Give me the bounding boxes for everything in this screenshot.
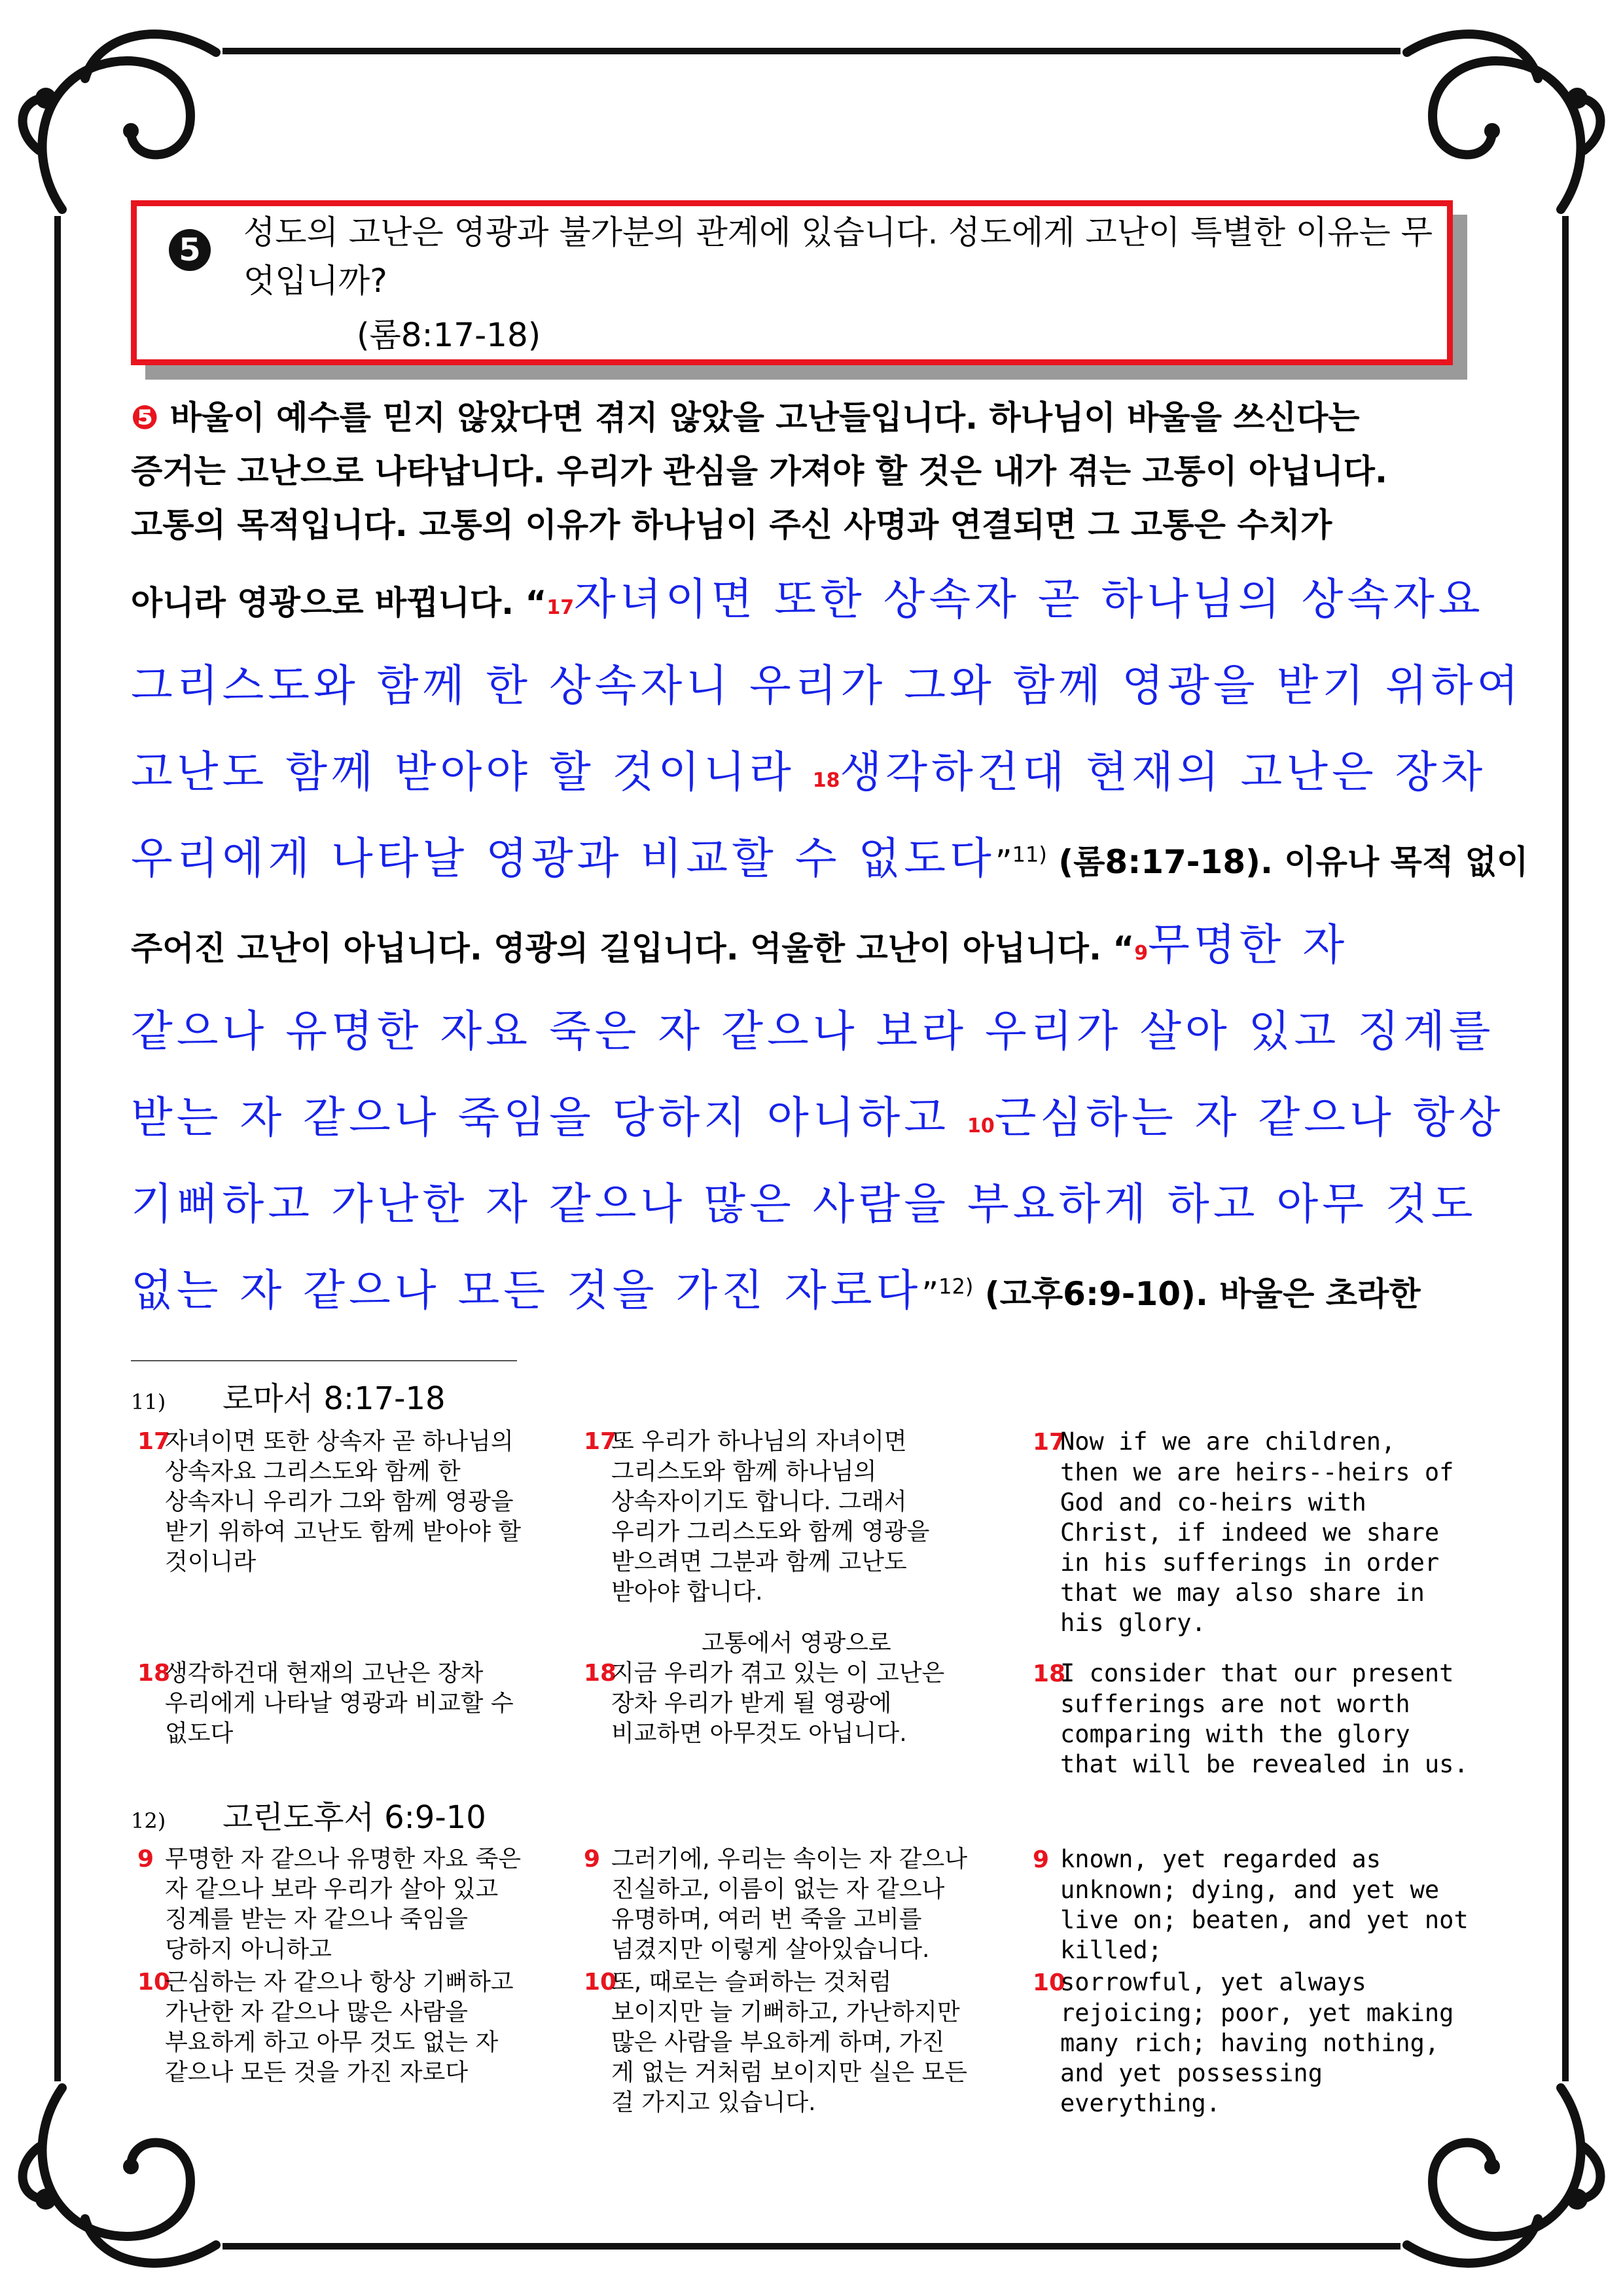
footnote-divider [131, 1360, 517, 1361]
footnote-11-v17-english: 17Now if we are children, then we are heirs--heirs of God and co-heirs with Christ, if indeed we share in his sufferings in order that we may also share in his glory. [1033, 1427, 1491, 1638]
verse-text-line: 진실하고, 이름이 없는 자 같으나 [611, 1876, 945, 1903]
verse-text-line: God and co-heirs with [1060, 1488, 1366, 1516]
body-line-4: 아니라 영광으로 바뀝니다. “17자녀이면 또한 상속자 곧 하나님의 상속자요 [131, 574, 1484, 624]
verse-text-line: 그리스도와 함께 하나님의 [611, 1458, 877, 1485]
verse-text-line: 또, 때로는 슬퍼하는 것처럼 [611, 1969, 892, 1996]
verse-text-line: 없도다 [165, 1720, 234, 1747]
verse-text-line: 게 없는 거처럼 보이지만 실은 모든 [611, 2059, 968, 2086]
verse-text-line: 자녀이면 또한 상속자 곧 하나님의 [165, 1428, 514, 1455]
verse-text-line: everything. [1060, 2089, 1221, 2117]
verse-text-line: Christ, if indeed we share [1060, 1518, 1440, 1547]
verse-text-line: 받기 위하여 고난도 함께 받아야 할 [165, 1518, 522, 1545]
footnote-ref: 11) [1012, 842, 1047, 867]
verse-text-line: 근심하는 자 같으나 항상 기뻐하고 [165, 1969, 514, 1996]
footnote-11-v17-krv: 17자녀이면 또한 상속자 곧 하나님의 상속자요 그리스도와 함께 한 상속자니 우리가 그와 함께 영광을 받기 위하여 고난도 함께 받아야 할 것이니라 [137, 1427, 582, 1577]
body-line-5: 그리스도와 함께 한 상속자니 우리가 그와 함께 영광을 받기 위하여 [131, 660, 1523, 711]
verse-text-line: and yet possessing [1060, 2059, 1323, 2087]
verse-text-line: 유명하며, 여러 번 죽을 고비를 [611, 1906, 922, 1933]
verse-text-line: many rich; having nothing, [1060, 2029, 1440, 2057]
verse-text-line: that we may also share in [1060, 1579, 1425, 1607]
verse-text-line: 장차 우리가 받게 될 영광에 [611, 1690, 892, 1717]
verse-text-line: 부요하게 하고 아무 것도 없는 자 [165, 2029, 499, 2056]
verse-text-line: 당하지 아니하고 [165, 1936, 332, 1963]
footnote-12-v9-english: 9 known, yet regarded as unknown; dying, and yet we live on; beaten, and yet not killed; [1033, 1844, 1491, 1965]
verse-text-line: unknown; dying, and yet we [1060, 1876, 1440, 1904]
footnote-12-v9-modern: 9 그러기에, 우리는 속이는 자 같으나 진실하고, 이름이 없는 자 같으나 유명하며, 여러 번 죽을 고비를 넘겼지만 이렇게 살아있습니다. [584, 1844, 1029, 1965]
verse-text-line: 우리가 그리스도와 함께 영광을 [611, 1518, 930, 1545]
body-line-2: 증거는 고난으로 나타납니다. 우리가 관심을 가져야 할 것은 내가 겪는 고통이 아닙니다. [131, 452, 1387, 490]
verse-text-line: 또 우리가 하나님의 자녀이면 [611, 1428, 907, 1455]
verse-text-line: his glory. [1060, 1609, 1206, 1637]
verse-text-line: sorrowful, yet always [1060, 1968, 1366, 1996]
verse-text-line: rejoicing; poor, yet making [1060, 1999, 1454, 2027]
verse-text-line: 상속자이기도 합니다. 그래서 [611, 1488, 907, 1515]
verse-text-line: I consider that our present [1060, 1659, 1454, 1687]
verse-text-line: 넘겼지만 이렇게 살아있습니다. [611, 1936, 930, 1963]
footnote-11-v18-krv: 18생각하건대 현재의 고난은 장차 우리에게 나타날 영광과 비교할 수 없도다 [137, 1659, 582, 1749]
verse-text-line: 같으나 모든 것을 가진 자로다 [165, 2059, 469, 2086]
footnote-12-v10-english: 10sorrowful, yet always rejoicing; poor, yet making many rich; having nothing, and yet possessing everything. [1033, 1967, 1491, 2119]
verse-text-line: 자 같으나 보라 우리가 살아 있고 [165, 1876, 499, 1903]
body-line-1: ❺ 바울이 예수를 믿지 않았다면 겪지 않았을 고난들입니다. 하나님이 바울을 쓰신다는 [131, 399, 1360, 437]
verse-text-line: that will be revealed in us. [1060, 1750, 1469, 1778]
verse-number: 10 [967, 1115, 995, 1138]
verse-text-line: 받으려면 그분과 함께 고난도 [611, 1549, 907, 1575]
scripture-quote: 자녀이면 또한 상속자 곧 하나님의 상속자요 [574, 574, 1484, 624]
body-line-10: 받는 자 같으나 죽임을 당하지 아니하고 10근심하는 자 같으나 항상 [131, 1092, 1505, 1143]
body-line-7: 우리에게 나타날 영광과 비교할 수 없도다”$^{11)}$ (롬8:17-18). 이유나 목적 없이 [131, 833, 1529, 884]
verse-text-line: 받아야 합니다. [611, 1579, 763, 1605]
body-line-12: 없는 자 같으나 모든 것을 가진 자로다”$^{12)}$ (고후6:9-10). 바울은 초라한 [131, 1265, 1421, 1316]
verse-text-line: 걸 가지고 있습니다. [611, 2089, 816, 2116]
verse-text-line: in his sufferings in order [1060, 1549, 1440, 1577]
verse-number: 18 [812, 769, 840, 792]
verse-number: 17 [546, 596, 575, 619]
footnote-ref: 12) [938, 1274, 974, 1299]
body-line-9: 같으나 유명한 자요 죽은 자 같으나 보라 우리가 살아 있고 징계를 [131, 1006, 1495, 1056]
verse-text-line: sufferings are not worth [1060, 1690, 1410, 1718]
footnote-12-v10-modern: 10또, 때로는 슬퍼하는 것처럼 보이지만 늘 기뻐하고, 가난하지만 많은 사람을 부요하게 하며, 가진 게 없는 거처럼 보이지만 실은 모든 걸 가지고 있습니다. [584, 1967, 1029, 2118]
body-line-6: 고난도 함께 받아야 할 것이니라 18생각하건대 현재의 고난은 장차 [131, 747, 1487, 797]
footnote-heading: 11) 로마서 8:17-18 [131, 1380, 446, 1417]
question-text: 성도의 고난은 영광과 불가분의 관계에 있습니다. 성도에게 고난이 특별한 이유는 무엇입니까? [243, 213, 1433, 300]
footnote-11-v18-modern: 18지금 우리가 겪고 있는 이 고난은 장차 우리가 받게 될 영광에 비교하면 아무것도 아닙니다. [584, 1659, 1029, 1749]
footnote-11-v17-modern: 17또 우리가 하나님의 자녀이면 그리스도와 함께 하나님의 상속자이기도 합니다. 그래서 우리가 그리스도와 함께 영광을 받으려면 그분과 함께 고난도 받아야 합니다. [584, 1427, 1029, 1607]
verse-text-line: live on; beaten, and yet not [1060, 1906, 1469, 1934]
verse-number: 9 [1134, 942, 1149, 965]
footnote-12-v9-krv: 9 무명한 자 같으나 유명한 자요 죽은 자 같으나 보라 우리가 살아 있고 징계를 받는 자 같으나 죽임을 당하지 아니하고 [137, 1844, 582, 1965]
question-reference: (롬8:17-18) [357, 316, 541, 354]
verse-text-line: 많은 사람을 부요하게 하며, 가진 [611, 2029, 945, 2056]
footnote-section-heading: 고통에서 영광으로 [702, 1630, 891, 1657]
verse-text-line: killed; [1060, 1936, 1162, 1964]
verse-text-line: 것이니라 [165, 1549, 257, 1575]
body-line-3: 고통의 목적입니다. 고통의 이유가 하나님이 주신 사명과 연결되면 그 고통은 수치가 [131, 506, 1332, 544]
body-line-11: 기뻐하고 가난한 자 같으나 많은 사람을 부요하게 하고 아무 것도 [131, 1179, 1477, 1229]
footnote-11-v18-english: 18I consider that our present sufferings are not worth comparing with the glory that will be revealed in us. [1033, 1659, 1491, 1780]
verse-text-line: 보이지만 늘 기뻐하고, 가난하지만 [611, 1999, 960, 2026]
answer-marker: ❺ [131, 399, 159, 437]
verse-text-line: 그러기에, 우리는 속이는 자 같으나 [611, 1846, 968, 1873]
verse-text-line: 지금 우리가 겪고 있는 이 고난은 [611, 1660, 945, 1687]
verse-text-line: known, yet regarded as [1060, 1845, 1382, 1873]
verse-text-line: 징계를 받는 자 같으나 죽임을 [165, 1906, 469, 1933]
verse-text-line: 무명한 자 같으나 유명한 자요 죽은 [165, 1846, 522, 1873]
footnote-heading: 12) 고린도후서 6:9-10 [131, 1799, 486, 1836]
verse-text-line: 생각하건대 현재의 고난은 장차 [165, 1660, 484, 1687]
verse-text-line: 가난한 자 같으나 많은 사람을 [165, 1999, 469, 2026]
verse-text-line: 우리에게 나타날 영광과 비교할 수 [165, 1690, 514, 1717]
question-number: 5 [169, 229, 211, 271]
footnote-12-v10-krv: 10근심하는 자 같으나 항상 기뻐하고 가난한 자 같으나 많은 사람을 부요하게 하고 아무 것도 없는 자 같으나 모든 것을 가진 자로다 [137, 1967, 582, 2088]
verse-text-line: comparing with the glory [1060, 1720, 1410, 1748]
verse-text-line: then we are heirs--heirs of [1060, 1458, 1454, 1486]
verse-text-line: 상속자니 우리가 그와 함께 영광을 [165, 1488, 514, 1515]
verse-text-line: Now if we are children, [1060, 1427, 1396, 1456]
verse-text-line: 비교하면 아무것도 아닙니다. [611, 1720, 907, 1747]
body-line-8: 주어진 고난이 아닙니다. 영광의 길입니다. 억울한 고난이 아닙니다. “9무명한 자 [131, 920, 1349, 970]
verse-text-line: 상속자요 그리스도와 함께 한 [165, 1458, 461, 1485]
